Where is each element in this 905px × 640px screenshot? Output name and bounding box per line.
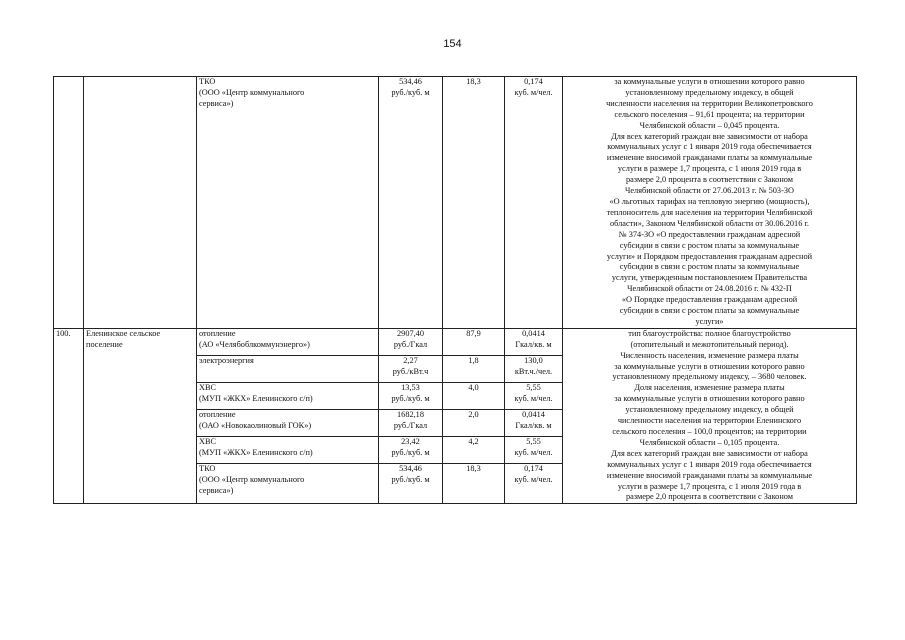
text-line: 130,0 <box>524 355 543 365</box>
text-line: области», Законом Челябинской области от 30.06.2016 г. <box>610 218 809 228</box>
text-line: установленному предельному индексу, – 3680 человек. <box>612 372 807 382</box>
text-line: субсидии в связи с ростом платы за коммунальные <box>619 262 800 272</box>
text-line: (ООО «Центр коммунального <box>199 475 305 485</box>
text-line: теплоноситель для населения на территории Челябинской <box>606 207 813 217</box>
service-cell <box>197 410 379 437</box>
growth-cell <box>443 328 505 355</box>
growth-cell <box>443 410 505 437</box>
page-number: 154 <box>443 38 462 50</box>
description-cell <box>563 77 857 329</box>
tariff-table <box>53 76 857 504</box>
text-line: за коммунальные услуги в отношении которого равно <box>614 394 805 404</box>
text-line: куб. м/чел. <box>514 87 553 97</box>
price-cell <box>379 410 443 437</box>
row-number: 100. <box>56 328 71 338</box>
text-line: тип благоустройства: полное благоустройство <box>628 328 791 338</box>
text-line: Челябинской области – 0,105 процента. <box>639 437 780 447</box>
service-cell <box>197 328 379 355</box>
text-line: коммунальных услуг с 1 января 2019 года обеспечивается <box>607 142 812 152</box>
growth-value: 4,0 <box>468 383 479 392</box>
text-line: куб. м/чел. <box>514 448 553 458</box>
growth-value: 87,9 <box>466 328 481 338</box>
price-cell <box>379 77 443 329</box>
text-line: куб. м/чел. <box>514 475 553 485</box>
text-line: 5,55 <box>526 383 541 392</box>
text-line: за коммунальные услуги в отношении которого равно <box>614 77 805 86</box>
growth-value: 18,3 <box>466 464 481 474</box>
text-line: руб./куб. м <box>391 475 430 485</box>
text-line: Челябинской области от 24.08.2016 г. № 432-П <box>627 284 792 294</box>
norm-cell <box>505 77 563 329</box>
text-line: установленному предельному индексу, в общей <box>625 405 794 415</box>
row-number-cell <box>54 77 84 329</box>
text-line: размере 2,0 процента в соответствии с Законом <box>625 175 794 185</box>
text-line: 0,174 <box>524 464 543 474</box>
text-line: руб./Гкал <box>393 420 428 430</box>
text-line: сельского поселения – 91,61 процента; на территории <box>614 109 805 119</box>
text-line: 0,0414 <box>522 328 545 338</box>
text-line: изменение вносимой гражданами платы за коммунальные <box>606 153 813 163</box>
text-line: Доля населения, изменение размера платы <box>634 383 785 393</box>
text-line: Численность населения, изменение размера платы <box>620 350 799 360</box>
text-line: 2907,40 <box>397 328 424 338</box>
text-line: куб. м/чел. <box>514 393 553 403</box>
text-line: 0,174 <box>524 77 543 86</box>
growth-cell <box>443 77 505 329</box>
text-line: кВт.ч./чел. <box>514 366 553 376</box>
text-line: размере 2,0 процента в соответствии с Законом <box>625 492 794 502</box>
text-line: субсидии в связи с ростом платы за коммунальные <box>619 306 800 316</box>
text-line: установленному предельному индексу, в общей <box>625 87 794 97</box>
service-cell <box>197 437 379 464</box>
text-line: 2,27 <box>403 355 418 365</box>
text-line: численности населения на территории Еленинского <box>617 416 802 426</box>
table-body <box>54 77 857 504</box>
service-cell <box>197 77 379 329</box>
text-line: услуги в размере 1,7 процента, с 1 июля 2019 года в <box>617 481 802 491</box>
row-number-cell <box>54 328 84 504</box>
settlement-cell <box>84 328 197 504</box>
growth-value: 4,2 <box>468 437 479 447</box>
text-line: (МУП «ЖКХ» Еленинского с/п) <box>199 393 313 403</box>
norm-cell <box>505 355 563 382</box>
price-cell <box>379 464 443 504</box>
text-line: 23,42 <box>401 437 420 447</box>
growth-cell <box>443 383 505 410</box>
service-cell <box>197 464 379 504</box>
growth-value: 1,8 <box>468 355 479 365</box>
text-line: сервиса») <box>199 98 234 108</box>
text-line: Гкал/кв. м <box>515 339 552 349</box>
text-line: 534,46 <box>399 464 422 474</box>
text-line: руб./кВт.ч <box>392 366 429 376</box>
service-cell <box>197 355 379 382</box>
text-line: 5,55 <box>526 437 541 447</box>
text-line: ТКО <box>199 464 216 474</box>
text-line: ХВС <box>199 437 217 447</box>
text-line: субсидии в связи с ростом платы за коммунальные <box>619 240 800 250</box>
norm-cell <box>505 328 563 355</box>
description-cell <box>563 328 857 504</box>
text-line: услуги» и Порядком предоставления гражданам адресной <box>606 251 813 261</box>
text-line: за коммунальные услуги в отношении которого равно <box>614 361 805 371</box>
price-cell <box>379 437 443 464</box>
text-line: Еленинское сельское <box>86 328 161 338</box>
price-cell <box>379 328 443 355</box>
text-line: «О Порядке предоставления гражданам адресной <box>621 295 798 305</box>
text-line: Челябинской области – 0,045 процента. <box>639 120 780 130</box>
text-line: (ООО «Центр коммунального <box>199 87 305 97</box>
text-line: № 374-ЗО «О предоставлении гражданам адресной <box>618 229 801 239</box>
growth-cell <box>443 464 505 504</box>
text-line: сервиса») <box>199 486 234 496</box>
text-line: 1682,18 <box>397 410 424 420</box>
text-line: коммунальных услуг с 1 января 2019 года обеспечивается <box>607 459 812 469</box>
norm-cell <box>505 410 563 437</box>
price-cell <box>379 383 443 410</box>
text-line: Для всех категорий граждан вне зависимости от набора <box>611 131 808 141</box>
text-line: (АО «Челябоблкоммунэнерго») <box>199 339 310 349</box>
text-line: (МУП «ЖКХ» Еленинского с/п) <box>199 448 313 458</box>
text-line: 0,0414 <box>522 410 545 420</box>
text-line: «О льготных тарифах на тепловую энергию (мощность), <box>609 196 810 206</box>
text-line: отопление <box>199 328 236 338</box>
service-cell <box>197 383 379 410</box>
growth-cell <box>443 355 505 382</box>
text-line: сельского поселения – 100,0 процентов; на территории <box>612 427 807 436</box>
growth-value: 18,3 <box>466 77 481 86</box>
text-line: отопление <box>199 410 236 420</box>
text-line: (отопительный и межотопительный период). <box>630 339 789 349</box>
text-line: численности населения на территории Великопетровского <box>606 98 813 108</box>
text-line: 534,46 <box>399 77 422 86</box>
text-line: руб./куб. м <box>391 393 430 403</box>
norm-cell <box>505 464 563 504</box>
text-line: услуги» <box>695 316 724 326</box>
settlement-cell <box>84 77 197 329</box>
table-row <box>54 328 857 355</box>
text-line: (ОАО «Новокаолиновый ГОК») <box>199 420 312 430</box>
text-line: Челябинской области от 27.06.2013 г. № 503-ЗО <box>624 186 794 196</box>
text-line: руб./куб. м <box>391 87 430 97</box>
text-line: руб./Гкал <box>393 339 428 349</box>
norm-cell <box>505 383 563 410</box>
text-line: услуги в размере 1,7 процента, с 1 июля 2019 года в <box>617 164 802 174</box>
growth-value: 2,0 <box>468 410 479 420</box>
text-line: ХВС <box>199 383 217 392</box>
text-line: руб./куб. м <box>391 448 430 458</box>
text-line: услуги, утвержденным постановлением Правительства <box>611 273 808 283</box>
price-cell <box>379 355 443 382</box>
text-line: поселение <box>86 339 123 349</box>
norm-cell <box>505 437 563 464</box>
text-line: электроэнергия <box>199 355 254 365</box>
growth-cell <box>443 437 505 464</box>
text-line: Для всех категорий граждан вне зависимости от набора <box>611 448 808 458</box>
text-line: ТКО <box>199 77 216 86</box>
text-line: 13,53 <box>401 383 420 392</box>
table-row <box>54 77 857 329</box>
text-line: изменение вносимой гражданами платы за коммунальные <box>606 470 813 480</box>
text-line: Гкал/кв. м <box>515 420 552 430</box>
